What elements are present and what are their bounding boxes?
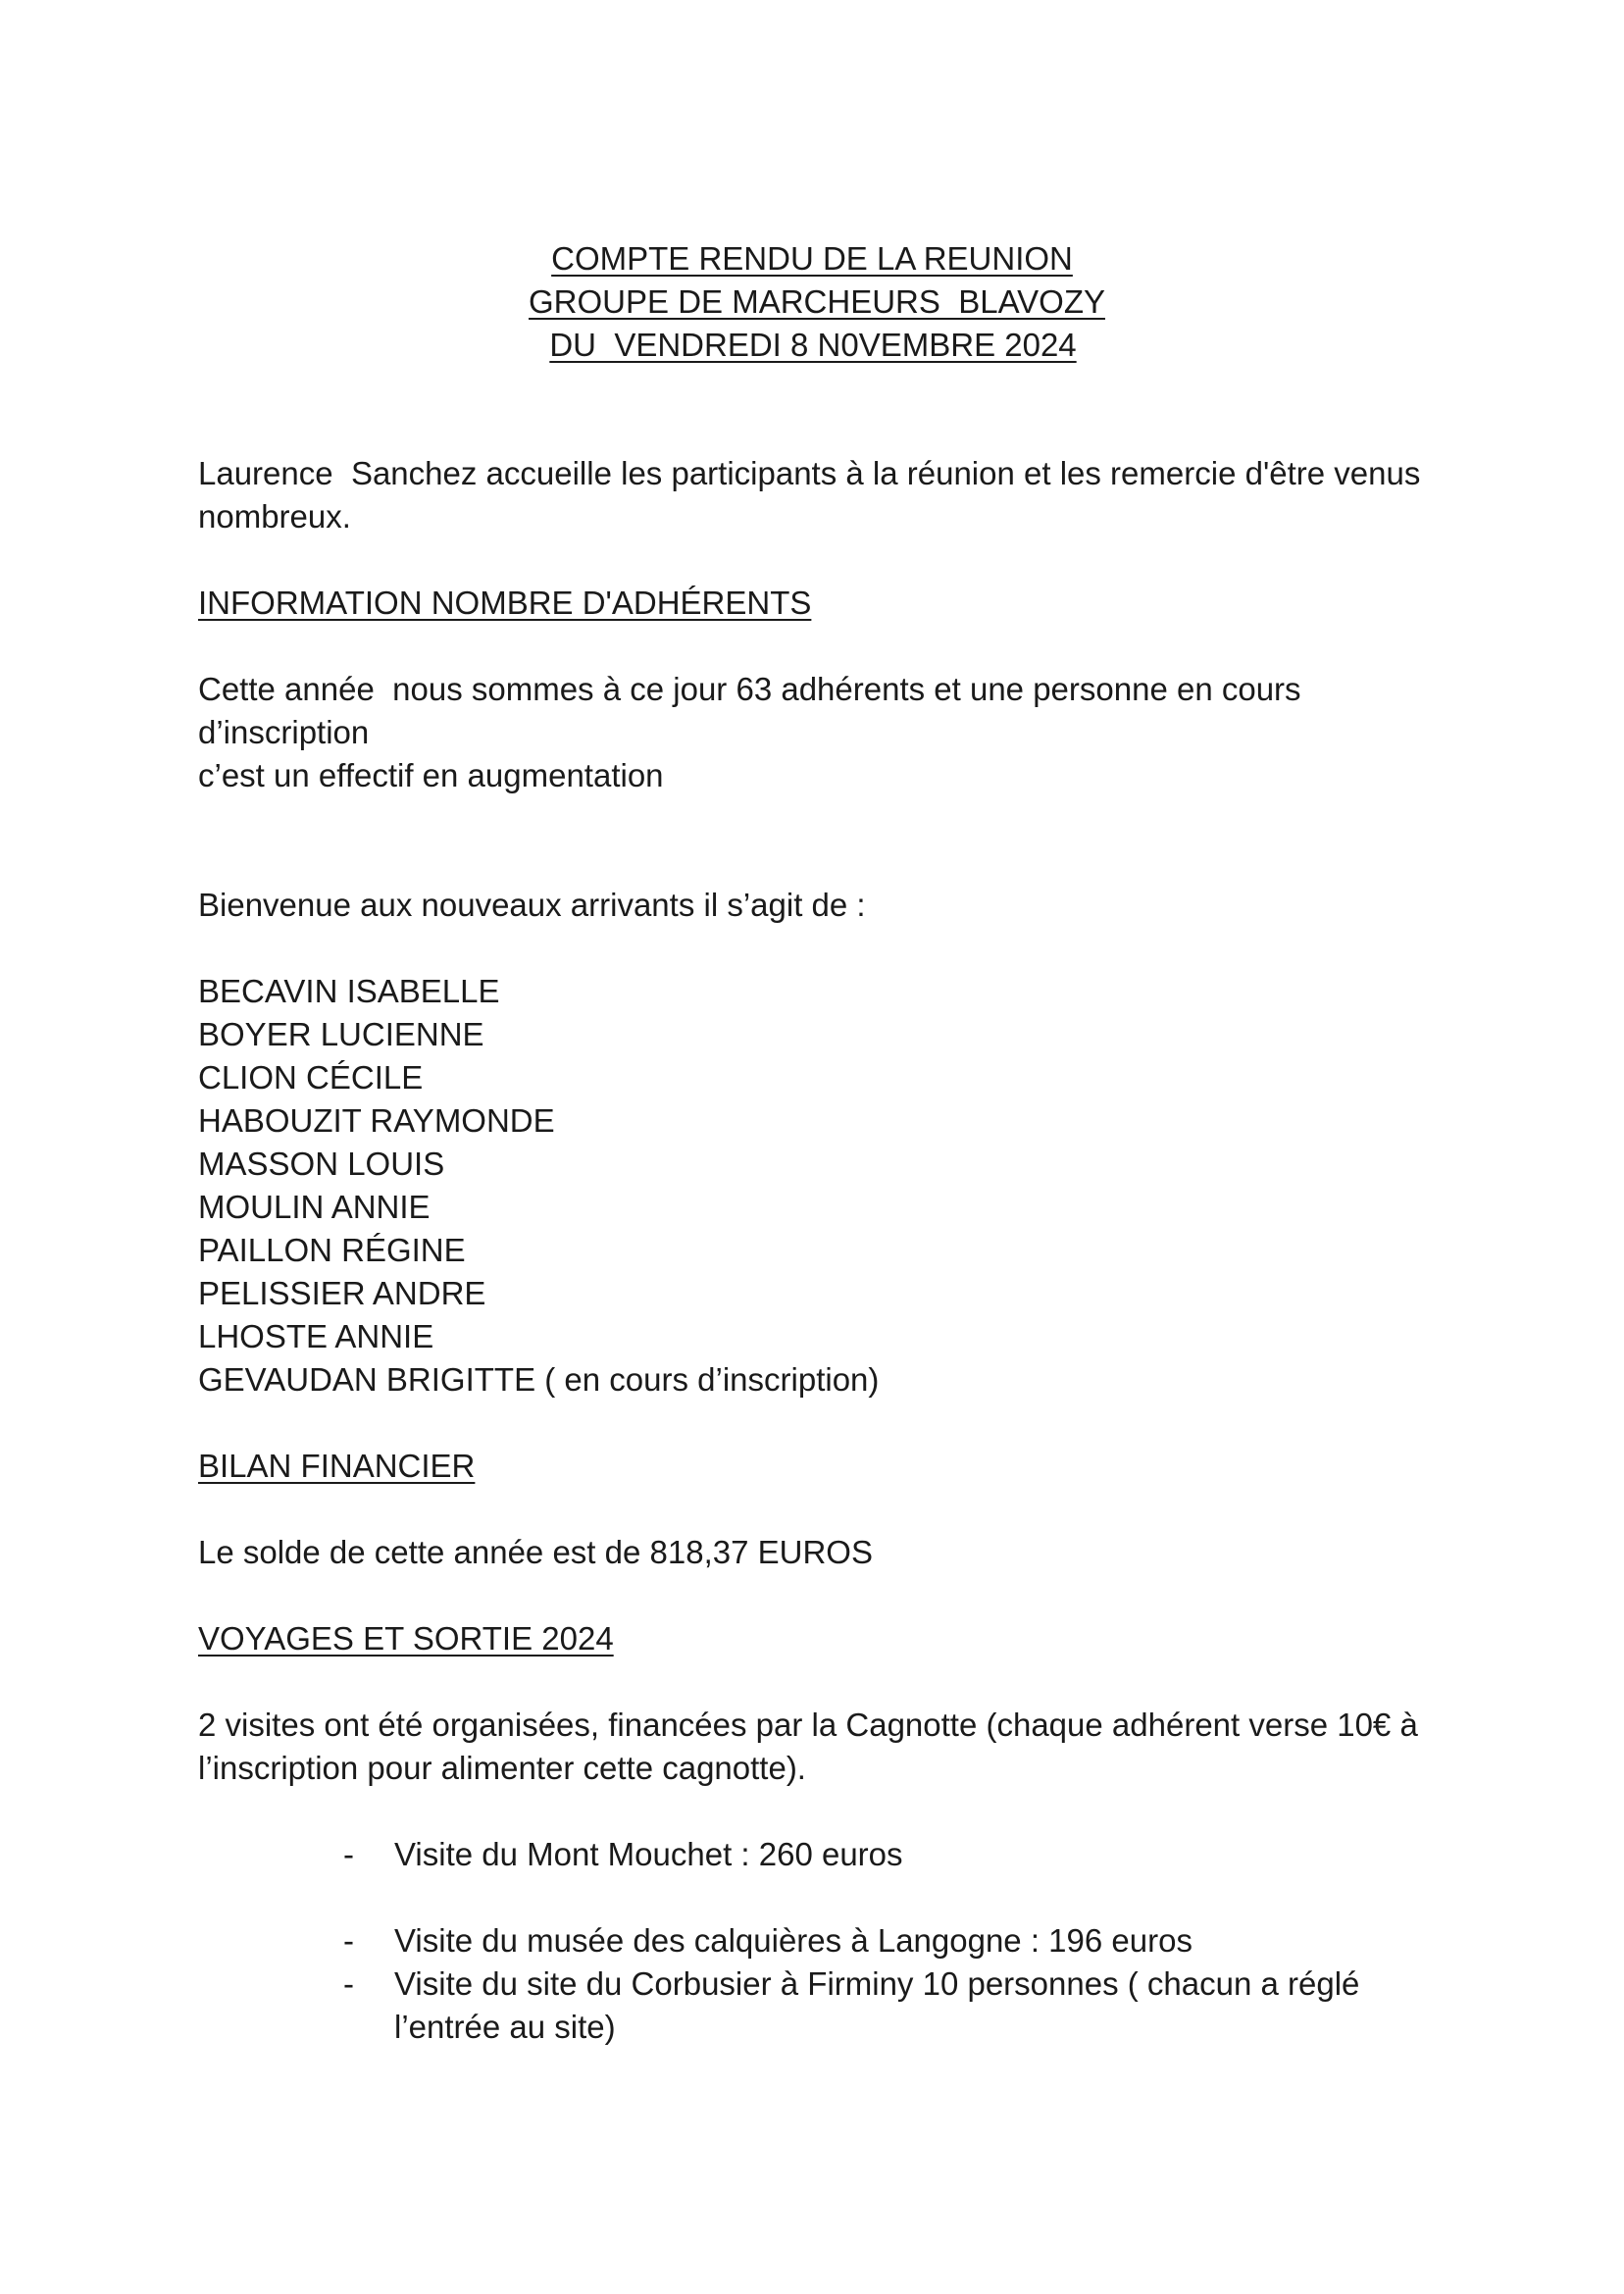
member-name: PAILLON RÉGINE bbox=[198, 1232, 466, 1268]
visit-text: Visite du site du Corbusier à Firminy 10 personnes ( chacun a réglé l’entrée au site) bbox=[394, 1965, 1360, 2045]
section-heading-voyages: VOYAGES ET SORTIE 2024 bbox=[198, 1620, 614, 1657]
section-heading-adherents: INFORMATION NOMBRE D'ADHÉRENTS bbox=[198, 585, 812, 621]
bullet-dash: - bbox=[343, 1965, 354, 2002]
section-heading-bilan: BILAN FINANCIER bbox=[198, 1448, 476, 1484]
spacer bbox=[198, 625, 1463, 668]
spacer bbox=[198, 538, 1463, 582]
visit-text: Visite du Mont Mouchet : 260 euros bbox=[394, 1836, 903, 1872]
visit-text: Visite du musée des calquières à Langogne : 196 euros bbox=[394, 1922, 1193, 1959]
visit-item bbox=[198, 1919, 1463, 1963]
bullet-dash: - bbox=[343, 1836, 354, 1872]
visits-list bbox=[198, 1833, 1463, 2049]
spacer bbox=[198, 797, 1463, 884]
new-members-list bbox=[198, 970, 1463, 1402]
spacer bbox=[198, 1660, 1463, 1704]
member-name: MASSON LOUIS bbox=[198, 1146, 445, 1182]
title-line-3: DU VENDREDI 8 N0VEMBRE 2024 bbox=[549, 327, 1077, 363]
spacer bbox=[198, 1488, 1463, 1531]
spacer bbox=[198, 927, 1463, 970]
intro-paragraph: Laurence Sanchez accueille les participants à la réunion et les remercie d'être venus nombreux. bbox=[198, 455, 1430, 535]
spacer bbox=[198, 1790, 1463, 1833]
member-name: BOYER LUCIENNE bbox=[198, 1016, 484, 1052]
visit-item bbox=[198, 1833, 1463, 1876]
bullet-dash: - bbox=[343, 1922, 354, 1959]
welcome-text: Bienvenue aux nouveaux arrivants il s’agit de : bbox=[198, 887, 866, 923]
member-name: GEVAUDAN BRIGITTE ( en cours d’inscription) bbox=[198, 1361, 880, 1398]
member-name: MOULIN ANNIE bbox=[198, 1189, 431, 1225]
member-name: BECAVIN ISABELLE bbox=[198, 973, 500, 1009]
adherents-count-text: Cette année nous sommes à ce jour 63 adhérents et une personne en cours d’inscription bbox=[198, 671, 1310, 750]
member-name: LHOSTE ANNIE bbox=[198, 1318, 434, 1354]
title-line-1: COMPTE RENDU DE LA REUNION bbox=[551, 240, 1073, 277]
visit-item bbox=[198, 1963, 1463, 2049]
spacer bbox=[198, 1574, 1463, 1617]
document-body bbox=[198, 452, 1463, 2049]
adherents-trend-text: c’est un effectif en augmentation bbox=[198, 757, 664, 793]
member-name: PELISSIER ANDRE bbox=[198, 1275, 486, 1311]
bilan-text: Le solde de cette année est de 818,37 EUROS bbox=[198, 1534, 873, 1570]
document-title bbox=[0, 237, 1624, 367]
member-name: CLION CÉCILE bbox=[198, 1059, 424, 1096]
spacer bbox=[198, 1402, 1463, 1445]
voyages-text: 2 visites ont été organisées, financées par la Cagnotte (chaque adhérent verse 10€ à l’inscription pour alimenter cette cagnotte). bbox=[198, 1707, 1427, 1786]
title-line-2: GROUPE DE MARCHEURS BLAVOZY bbox=[529, 283, 1105, 320]
member-name: HABOUZIT RAYMONDE bbox=[198, 1102, 555, 1139]
